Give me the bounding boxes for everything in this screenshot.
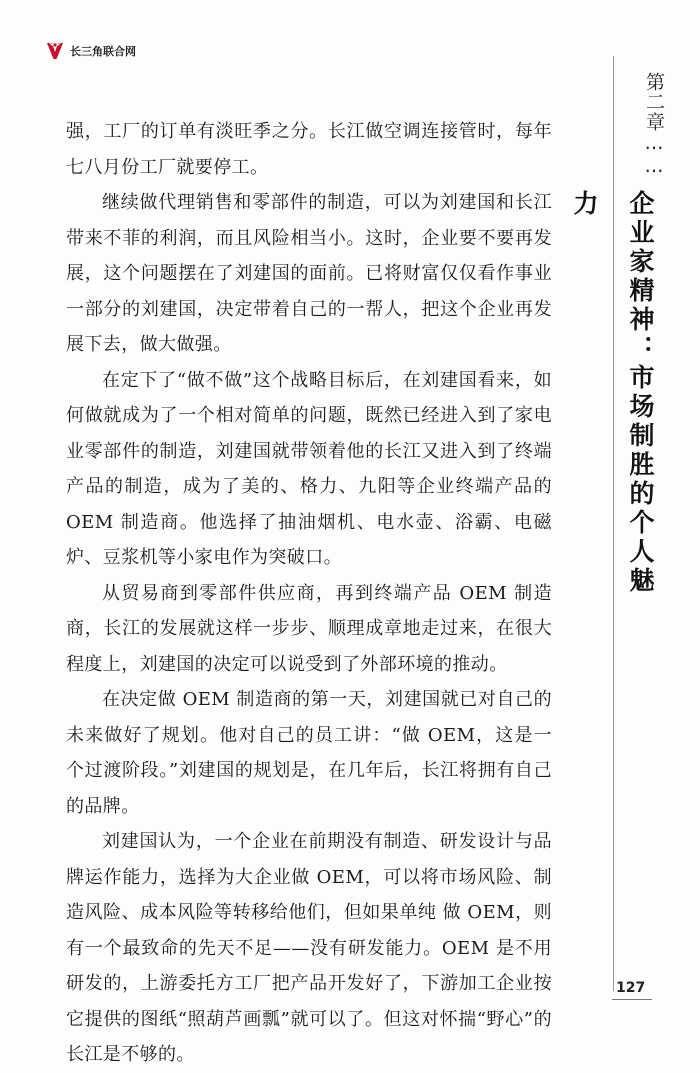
paragraph: 在决定做 OEM 制造商的第一天，刘建国就已对自己的未来做好了规划。他对自己的员工讲：“做 OEM，这是一个过渡阶段。”刘建国的规划是，在几年后，长江将拥有自己的品牌。 — [66, 689, 552, 817]
page-number: 127 — [616, 980, 646, 996]
brand-header — [44, 40, 136, 62]
chapter-number: 第二章…… — [643, 72, 665, 178]
brand-name: 长三角联合网 — [70, 45, 136, 58]
paragraph: 继续做代理销售和零部件的制造，可以为刘建国和长江带来不菲的利润，而且风险相当小。这时，企业要不要再发展，这个问题摆在了刘建国的面前。已将财富仅仅看作事业一部分的刘建国，决定带着自己的一帮人，把这个企业再发展下去，做大做强。 — [66, 192, 552, 355]
page-number-rule — [612, 999, 652, 1000]
brand-logo-icon — [44, 40, 66, 62]
paragraph: 在定下了“做不做”这个战略目标后，在刘建国看来，如何做就成为了一个相对简单的问题，既然已经进入到了家电业零部件的制造，刘建国就带领着他的长江又进入到了终端产品的制造，成为了美的、格力、九阳等企业终端产品的OEM 制造商。他选择了抽油烟机、电水壶、浴霸、电磁炉、豆浆机等小家电作为突破口。 — [66, 369, 552, 568]
body-text — [66, 114, 552, 1073]
chapter-title: 企业家精神：市场制胜的个人魅力 — [570, 190, 655, 596]
paragraph: 强，工厂的订单有淡旺季之分。长江做空调连接管时，每年七八月份工厂就要停工。 — [66, 121, 552, 178]
paragraph: 刘建国认为，一个企业在前期没有制造、研发设计与品牌运作能力，选择为大企业做 OEM，可以将市场风险、制造风险、成本风险等转移给他们，但如果单纯 做 OEM，则有一个最致命的先天不足——没有研发能力。OEM 是不用研发的，上游委托方工厂把产品开发好了，下游加工企业按它提供的图纸“照葫芦画瓢”就可以了。但这对怀揣“野心”的长江是不够的。 — [66, 831, 552, 1065]
paragraph: 从贸易商到零部件供应商，再到终端产品 OEM 制造商，长江的发展就这样一步步、顺理成章地走过来，在很大程度上，刘建国的决定可以说受到了外部环境的推动。 — [66, 582, 552, 675]
